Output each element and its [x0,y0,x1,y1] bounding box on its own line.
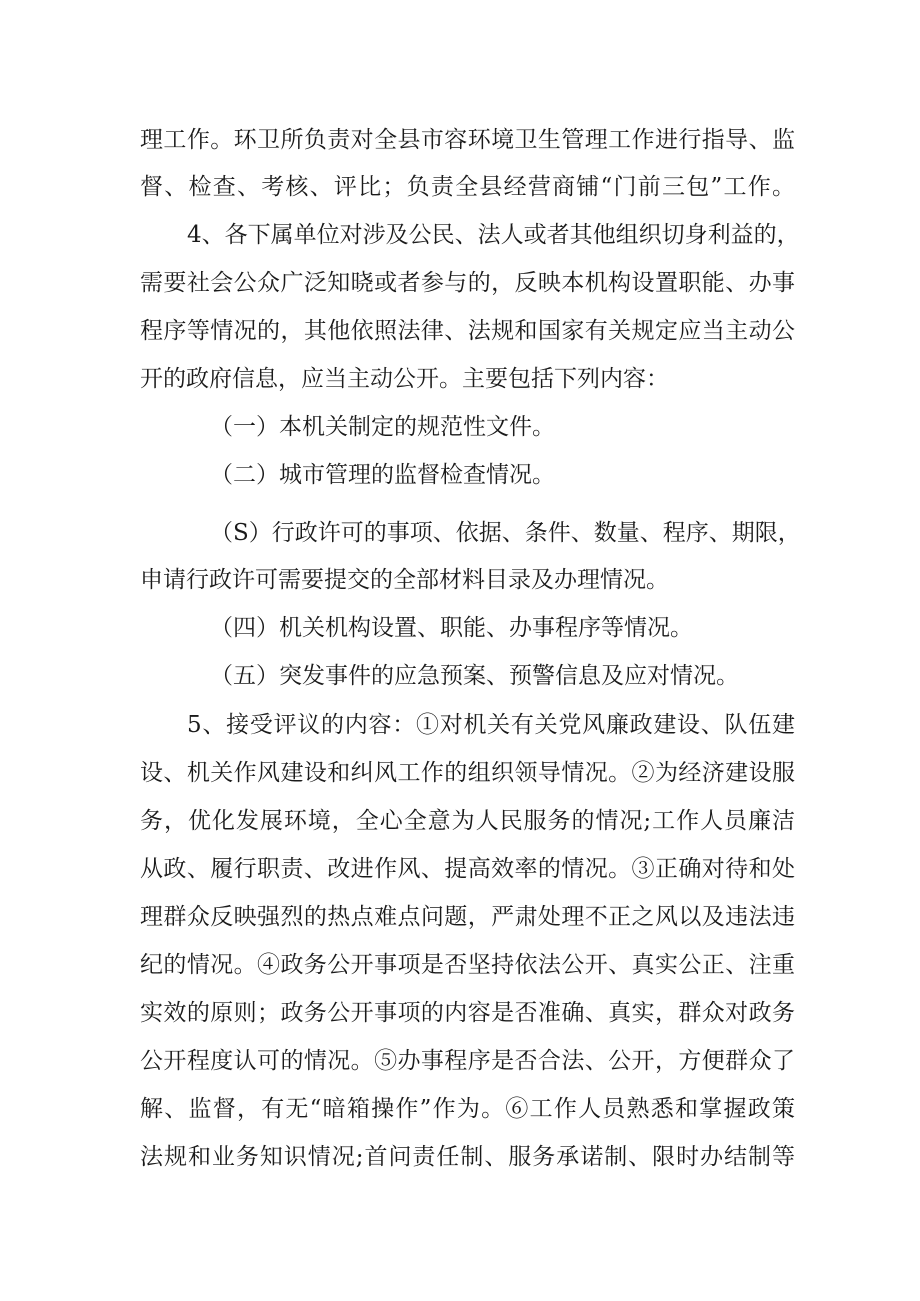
text-line: 解、监督，有无“暗箱操作”作为。⑥工作人员熟悉和掌握政策 [140,1096,795,1122]
text-line: 务，优化发展环境，全心全意为人民服务的情况;工作人员廉洁 [140,808,795,834]
list-item-2: （二）城市管理的监督检查情况。 [210,462,555,488]
paragraph-5-start: 5、接受评议的内容：①对机关有关党风廉政建设、队伍建 [187,712,795,738]
list-item-3: （S）行政许可的事项、依据、条件、数量、程序、期限， [210,520,801,546]
text-line: 理工作。环卫所负责对全县市容环境卫生管理工作进行指导、监 [140,127,795,153]
list-item-4: （四）机关机构设置、职能、办事程序等情况。 [210,615,693,641]
text-line: 公开程度认可的情况。⑤办事程序是否合法、公开，方便群众了 [140,1048,795,1074]
text-line: 从政、履行职责、改进作风、提高效率的情况。③正确对待和处 [140,856,795,882]
text-line: 开的政府信息，应当主动公开。主要包括下列内容： [140,366,669,392]
list-item-5: （五）突发事件的应急预案、预警信息及应对情况。 [210,663,739,689]
text-line: 法规和业务知识情况;首问责任制、服务承诺制、限时办结制等 [140,1144,795,1170]
text-line: 申请行政许可需要提交的全部材料目录及办理情况。 [140,567,669,593]
text-line: 程序等情况的，其他依照法律、法规和国家有关规定应当主动公 [140,318,795,344]
text-line: 督、检查、考核、评比；负责全县经营商铺“门前三包”工作。 [140,174,795,200]
text-line: 实效的原则；政务公开事项的内容是否准确、真实，群众对政务 [140,1000,795,1026]
list-item-1: （一）本机关制定的规范性文件。 [210,414,555,440]
text-line: 需要社会公众广泛知晓或者参与的，反映本机构设置职能、办事 [140,270,795,296]
text-line: 设、机关作风建设和纠风工作的组织领导情况。②为经济建设服 [140,760,795,786]
text-line: 纪的情况。④政务公开事项是否坚持依法公开、真实公正、注重 [140,952,795,978]
text-line: 理群众反映强烈的热点难点问题，严肃处理不正之风以及违法违 [140,904,795,930]
paragraph-4-start: 4、各下属单位对涉及公民、法人或者其他组织切身利益的， [187,222,800,248]
